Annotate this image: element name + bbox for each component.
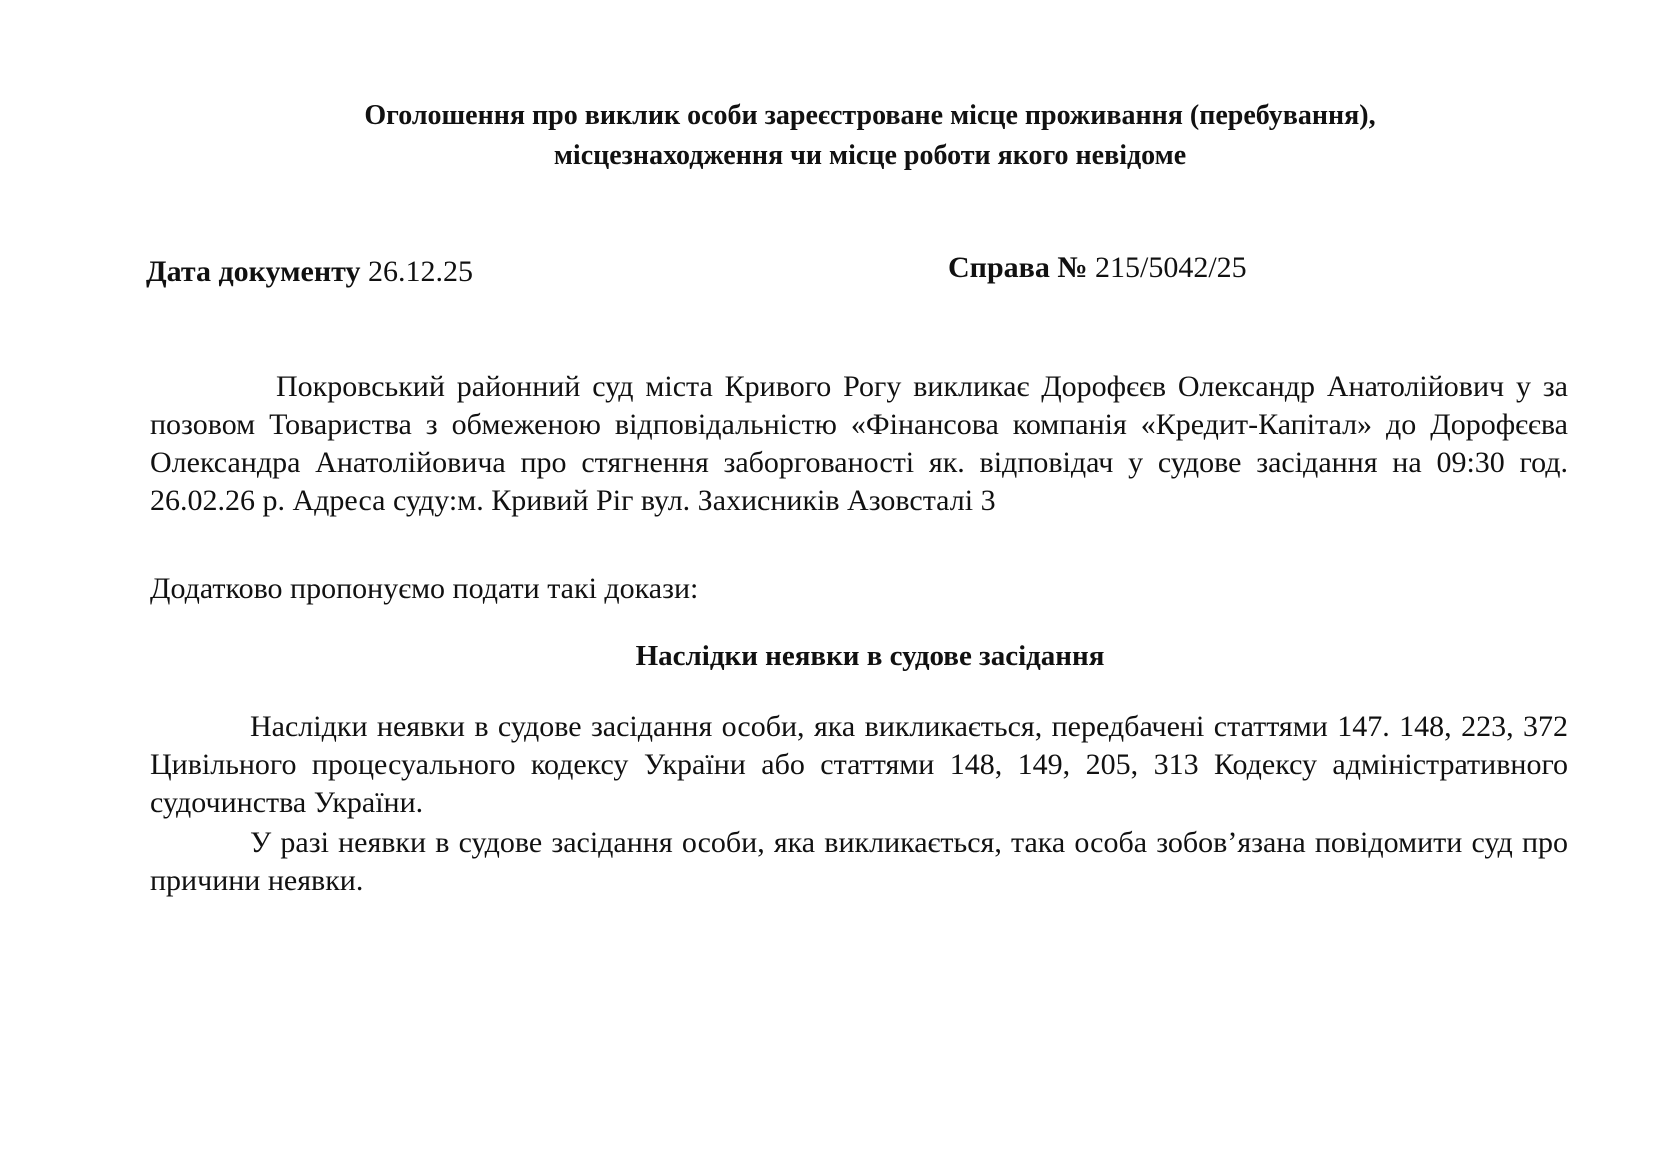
- evidence-text: Додатково пропонуємо подати такі докази:: [150, 572, 699, 605]
- consequences-text-1: Наслідки неявки в судове засідання особи, яка викликається, передбачені статтями 147. 148, 223, 372 Цивільного процесуального кодексу України або статтями 148, 149, 205, 313 Кодексу адміністративного судочинства України.: [150, 710, 1568, 819]
- evidence-paragraph: [150, 570, 1568, 608]
- summons-paragraph: [150, 368, 1568, 520]
- case-number: [948, 248, 1247, 288]
- consequences-paragraph-2: [150, 824, 1568, 900]
- document-date-label: Дата документу: [146, 255, 361, 288]
- case-number-label: Справа №: [948, 251, 1088, 284]
- title-line-1: Оголошення про виклик особи зареєстроване місце проживання (перебування),: [364, 100, 1376, 131]
- document-title: [150, 96, 1590, 176]
- consequences-text-2: У разі неявки в судове засідання особи, яка викликається, така особа зобов’язана повідомити суд про причини неявки.: [150, 826, 1568, 897]
- consequences-heading: Наслідки неявки в судове засідання: [635, 640, 1105, 672]
- document-date-value: 26.12.25: [367, 255, 473, 288]
- case-number-value: 215/5042/25: [1094, 251, 1247, 284]
- document-date: [146, 252, 473, 292]
- title-line-2: місцезнаходження чи місце роботи якого невідоме: [553, 140, 1187, 171]
- summons-text: Покровський районний суд міста Кривого Рогу викликає Дорофєєв Олександр Анатолійович у за позовом Товариства з обмеженою відповідальністю «Фінансова компанія «Кредит-Капітал» до Дорофєєва Олександра Анатолійовича про стягнення заборгованості як. відповідач у судове засідання на 09:30 год. 26.02.26 р. Адреса суду:м. Кривий Ріг вул. Захисників Азовсталі 3: [150, 370, 1568, 517]
- consequences-paragraph-1: [150, 708, 1568, 822]
